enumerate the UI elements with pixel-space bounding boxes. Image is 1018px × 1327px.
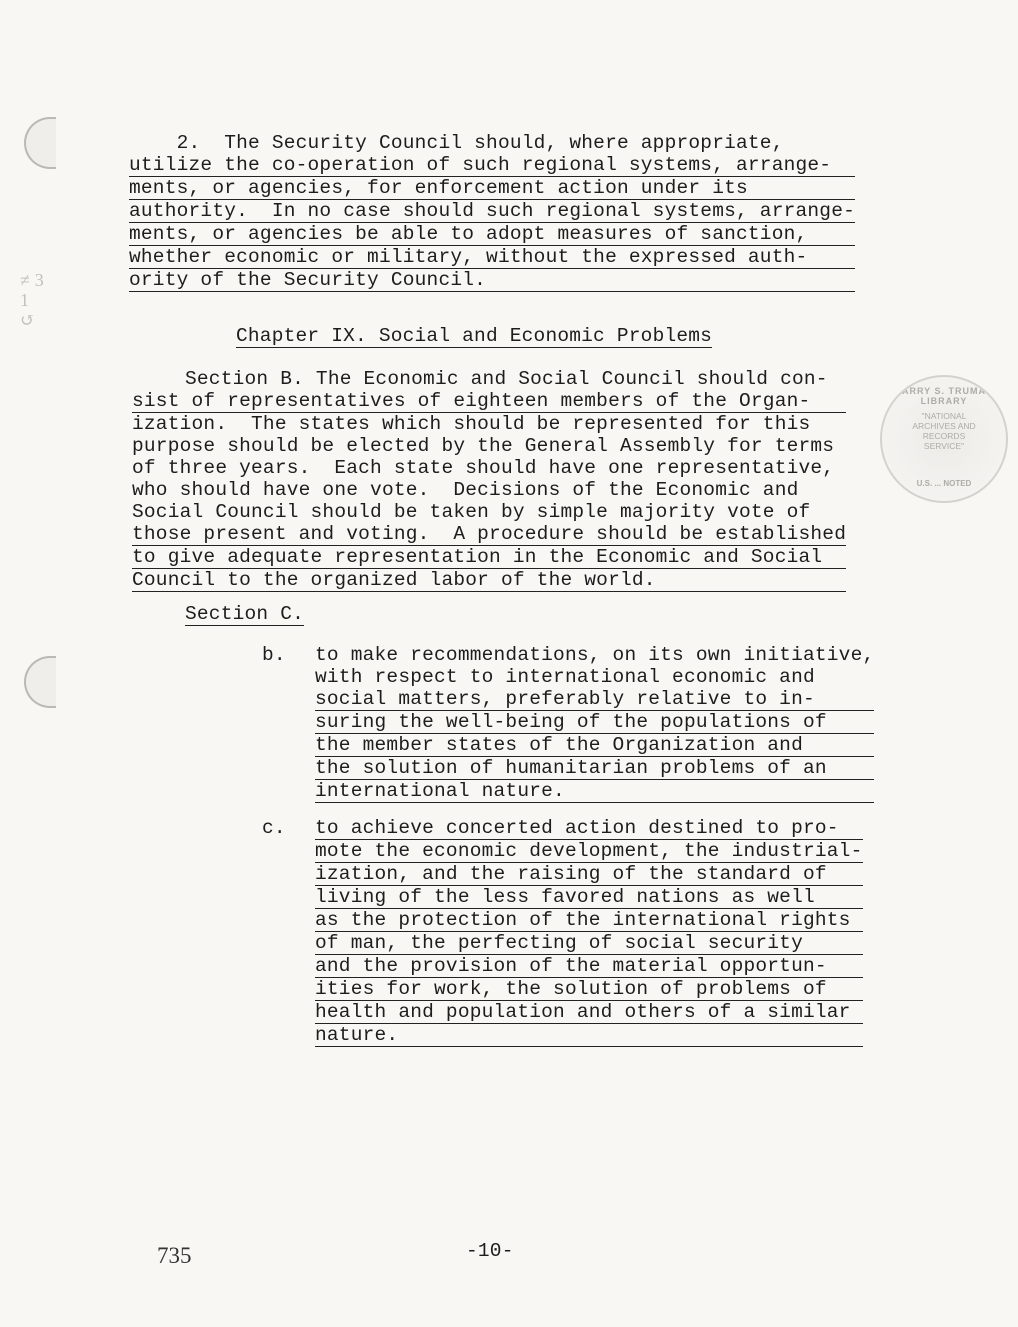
section-a-line-2: utilize the co-operation of such regional systems, arrange- — [129, 154, 855, 177]
item-b-line-7: international nature. — [315, 780, 874, 803]
archive-stamp-bottom-text: U.S. ... NOTED — [916, 479, 972, 488]
section-a-line-7: ority of the Security Council. — [129, 269, 855, 292]
binder-hole-top — [24, 117, 56, 169]
section-a-line-5: ments, or agencies be able to adopt measures of sanction, — [129, 223, 855, 246]
item-b-line-4: suring the well-being of the populations of — [315, 711, 874, 734]
chapter-heading: Chapter IX. Social and Economic Problems — [236, 325, 713, 347]
item-c-line-6: of man, the perfecting of social security — [315, 932, 863, 955]
item-b-line-5: the member states of the Organization and — [315, 734, 874, 757]
item-b-letter: b. — [262, 644, 286, 666]
item-c-letter: c. — [262, 817, 286, 839]
item-c-line-1: to achieve concerted action destined to pro- — [315, 817, 863, 840]
item-b-line-1: to make recommendations, on its own initiative, — [315, 644, 875, 666]
item-b-line-6: the solution of humanitarian problems of an — [315, 757, 874, 780]
item-c-line-2: mote the economic development, the industrial- — [315, 840, 863, 862]
item-c-line-5: as the protection of the international rights — [315, 909, 863, 932]
section-b-line-8: those present and voting. A procedure should be established — [132, 523, 847, 545]
item-c-line-8: ities for work, the solution of problems of — [315, 978, 863, 1001]
item-c-line-3: ization, and the raising of the standard of — [315, 863, 863, 886]
item-c-line-4: living of the less favored nations as well — [315, 886, 863, 909]
section-b-line-7: Social Council should be taken by simple majority vote of — [132, 501, 811, 523]
section-a-paragraph — [129, 132, 855, 292]
archive-stamp-middle-text: "NATIONAL ARCHIVES AND RECORDS SERVICE" — [912, 411, 976, 451]
section-a-line-1: 2. The Security Council should, where appropriate, — [129, 132, 784, 154]
margin-handwritten-mark: ≠ 3 1 ↺ — [20, 270, 44, 330]
archive-stamp-top-text: HARRY S. TRUMAN LIBRARY — [894, 386, 994, 406]
section-b-line-1: Section B. The Economic and Social Council should con- — [185, 368, 828, 390]
section-a-line-6: whether economic or military, without the expressed auth- — [129, 246, 855, 269]
archive-stamp — [880, 375, 1008, 503]
section-b-line-3: ization. The states which should be represented for this — [132, 413, 811, 435]
section-b-line-9: to give adequate representation in the Economic and Social — [132, 546, 846, 569]
section-b-line-6: who should have one vote. Decisions of the Economic and — [132, 479, 799, 501]
item-c-line-7: and the provision of the material opportun- — [315, 955, 863, 978]
item-c-line-10: nature. — [315, 1024, 863, 1047]
section-a-line-4: authority. In no case should such regional systems, arrange- — [129, 200, 856, 222]
section-b-line-10: Council to the organized labor of the world. — [132, 569, 846, 592]
item-c-line-9: health and population and others of a similar — [315, 1001, 863, 1024]
page-code: 735 — [157, 1243, 192, 1268]
section-c-label: Section C. — [185, 603, 305, 625]
item-b-line-3: social matters, preferably relative to in- — [315, 688, 874, 711]
section-b-line-4: purpose should be elected by the General Assembly for terms — [132, 435, 835, 457]
section-b-line-5: of three years. Each state should have one representative, — [132, 457, 835, 479]
binder-hole-middle — [24, 656, 56, 708]
section-a-line-3: ments, or agencies, for enforcement action under its — [129, 177, 855, 200]
page-number: -10- — [466, 1240, 514, 1262]
item-b-paragraph — [315, 644, 874, 803]
section-b-first-line-wrapper — [185, 368, 828, 390]
section-b-paragraph — [132, 390, 846, 592]
item-b-line-2: with respect to international economic and — [315, 666, 815, 688]
item-c-paragraph — [315, 817, 863, 1047]
section-b-line-2: sist of representatives of eighteen members of the Organ- — [132, 390, 846, 413]
